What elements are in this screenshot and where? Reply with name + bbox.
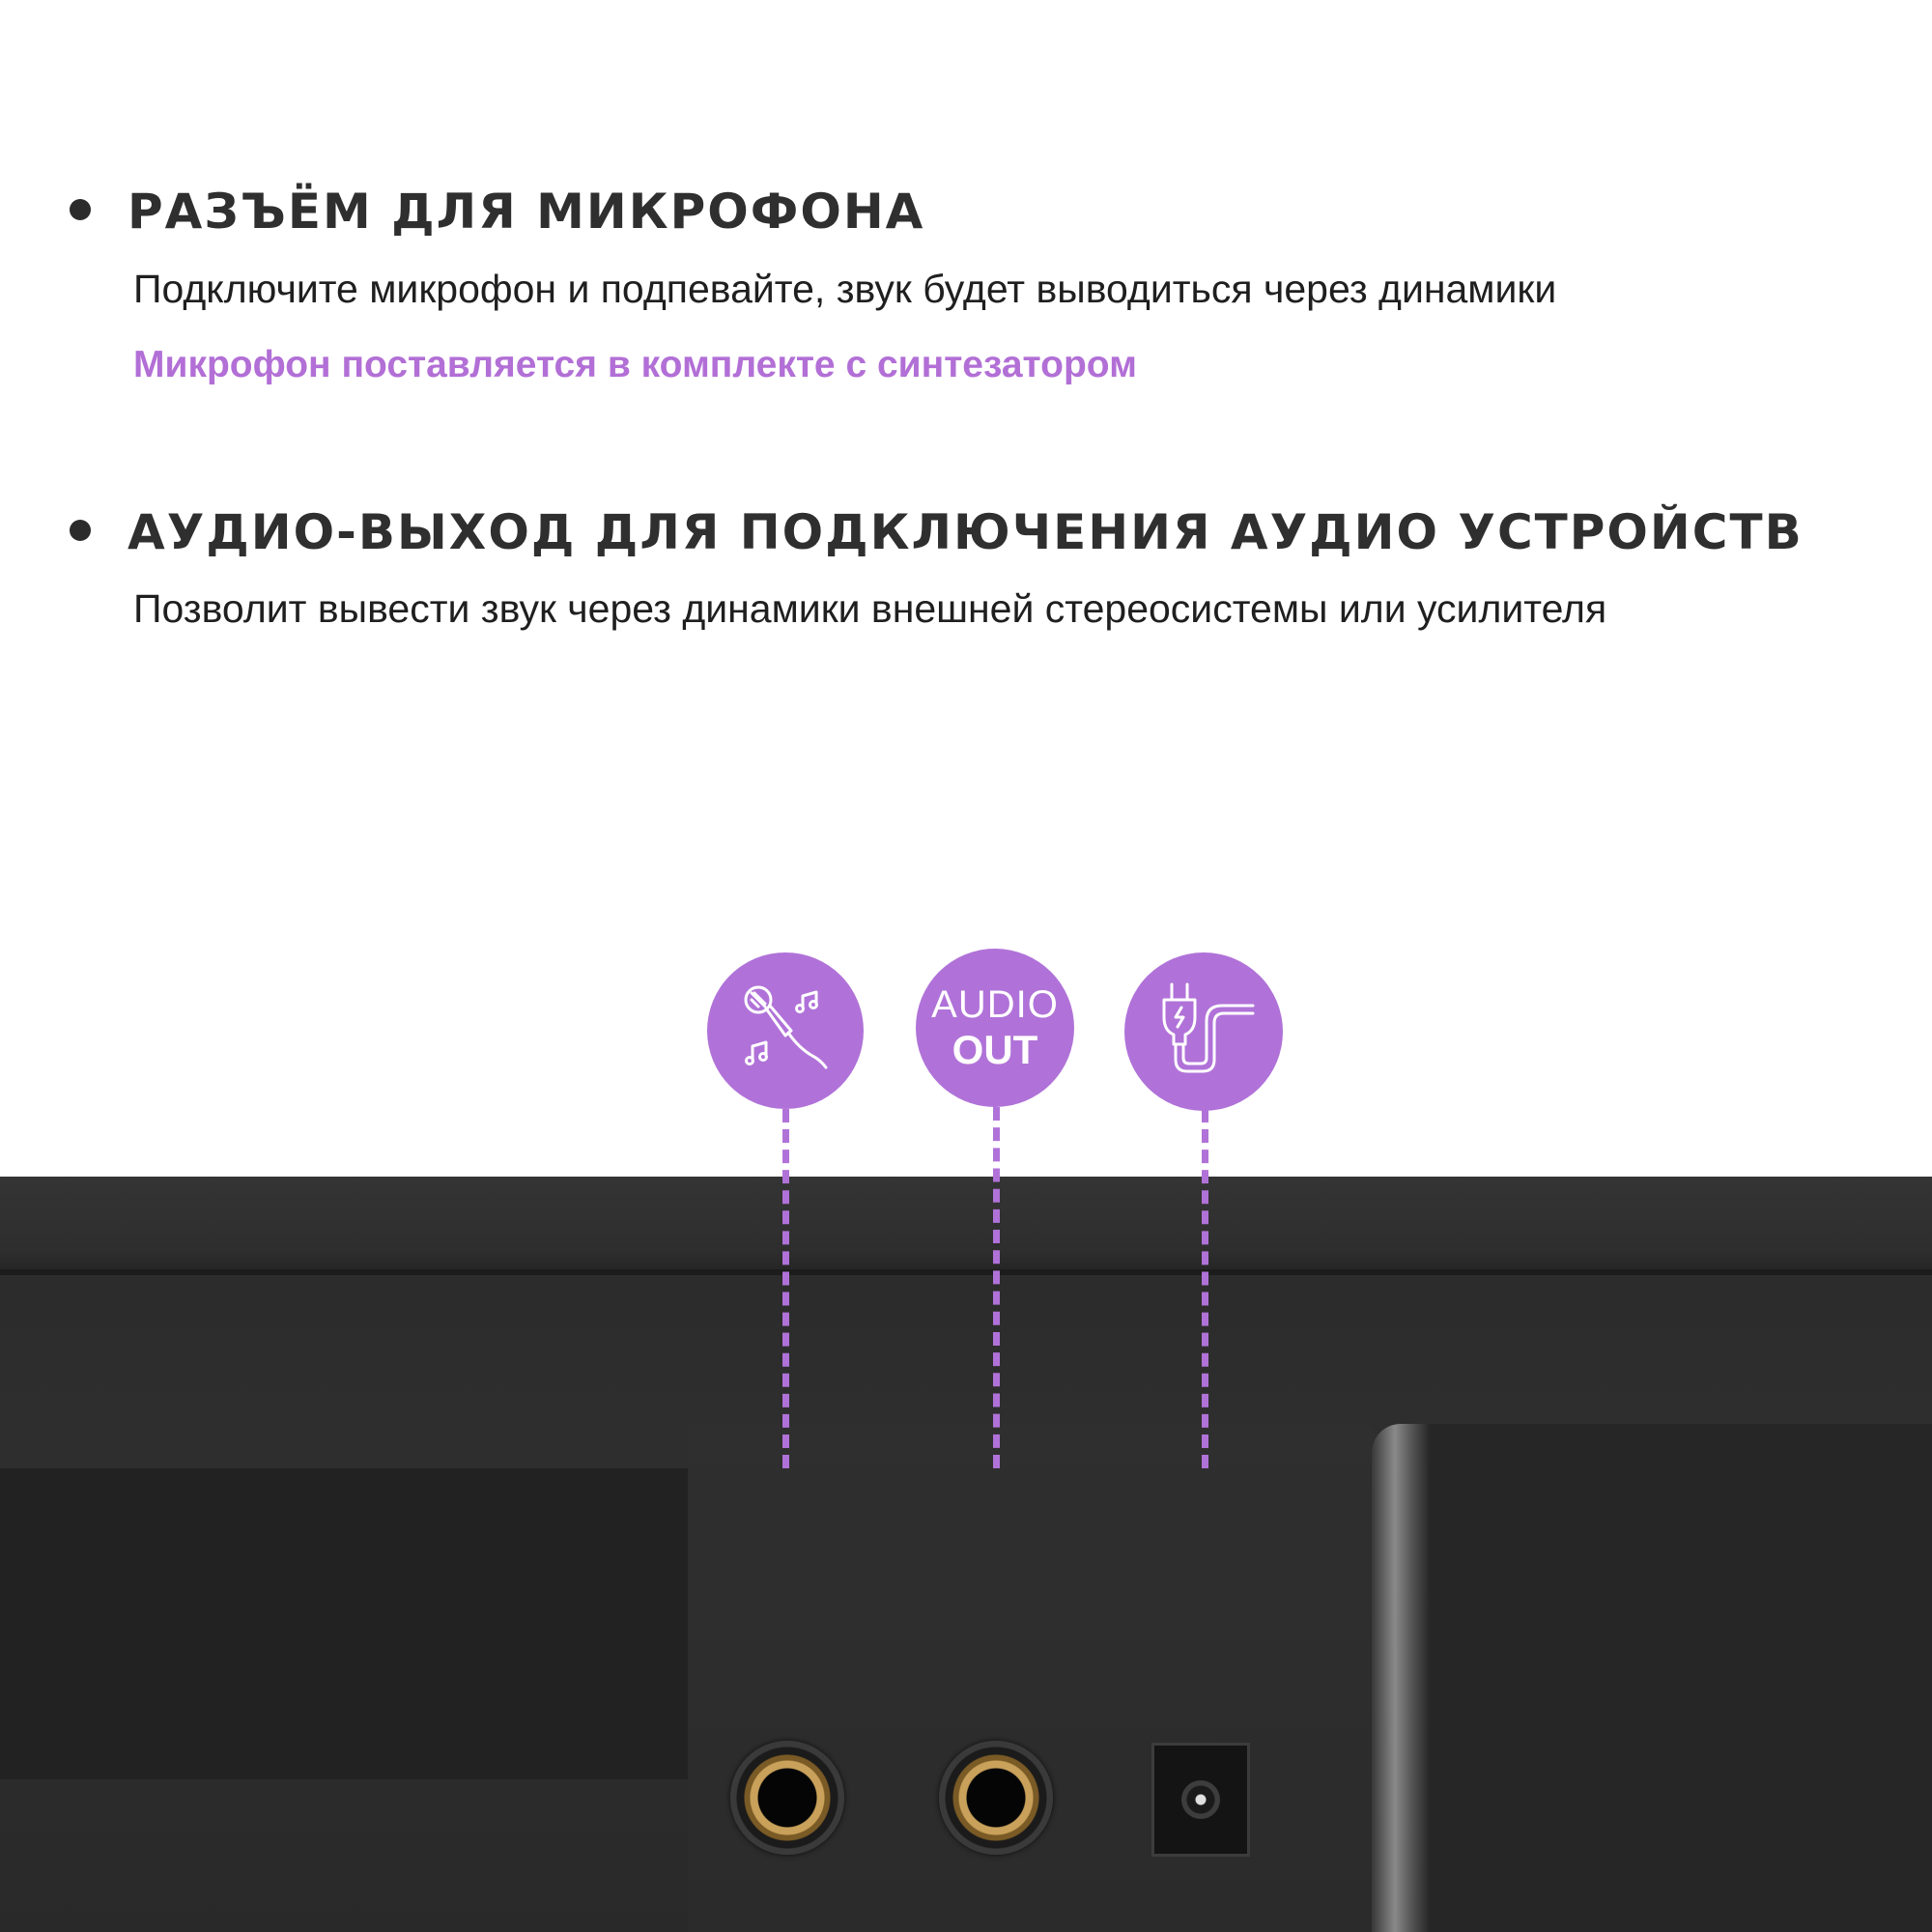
audio-out-label [931, 985, 1059, 1070]
power-plug-icon [1147, 975, 1261, 1089]
feature-note: Микрофон поставляется в комплекте с синтезатором [133, 344, 1137, 385]
audio-label-top: AUDIO [931, 983, 1059, 1026]
audio-out-callout [916, 949, 1074, 1107]
power-callout [1124, 952, 1283, 1111]
audio-out-leader-line [993, 1107, 1000, 1468]
microphone-jack [730, 1741, 844, 1855]
microphone-with-music-notes-icon [731, 977, 839, 1085]
microphone-callout [707, 952, 864, 1109]
bullet-dot [70, 199, 91, 220]
jack-plate [688, 1424, 1376, 1932]
panel-recess [0, 1468, 688, 1779]
bullet-dot [70, 520, 91, 541]
feature-description: Подключите микрофон и подпевайте, звук будет выводиться через динамики [133, 267, 1557, 311]
audio-label-bottom: OUT [952, 1027, 1038, 1072]
audio-out-jack [939, 1741, 1053, 1855]
synthesizer-rear-panel [0, 1177, 1932, 1932]
microphone-leader-line [782, 1109, 789, 1468]
feature-title: РАЗЪЁМ ДЛЯ МИКРОФОНА [128, 184, 925, 240]
panel-right [1430, 1424, 1932, 1932]
power-leader-line [1202, 1109, 1208, 1468]
panel-edge [1372, 1424, 1430, 1932]
dc-jack-pin [1181, 1780, 1220, 1819]
power-dc-jack [1151, 1743, 1250, 1857]
feature-title: АУДИО-ВЫХОД ДЛЯ ПОДКЛЮЧЕНИЯ АУДИО УСТРОЙСТВ [128, 504, 1804, 560]
feature-description: Позволит вывести звук через динамики внешней стереосистемы или усилителя [133, 586, 1607, 631]
panel-top-lip [0, 1177, 1932, 1275]
